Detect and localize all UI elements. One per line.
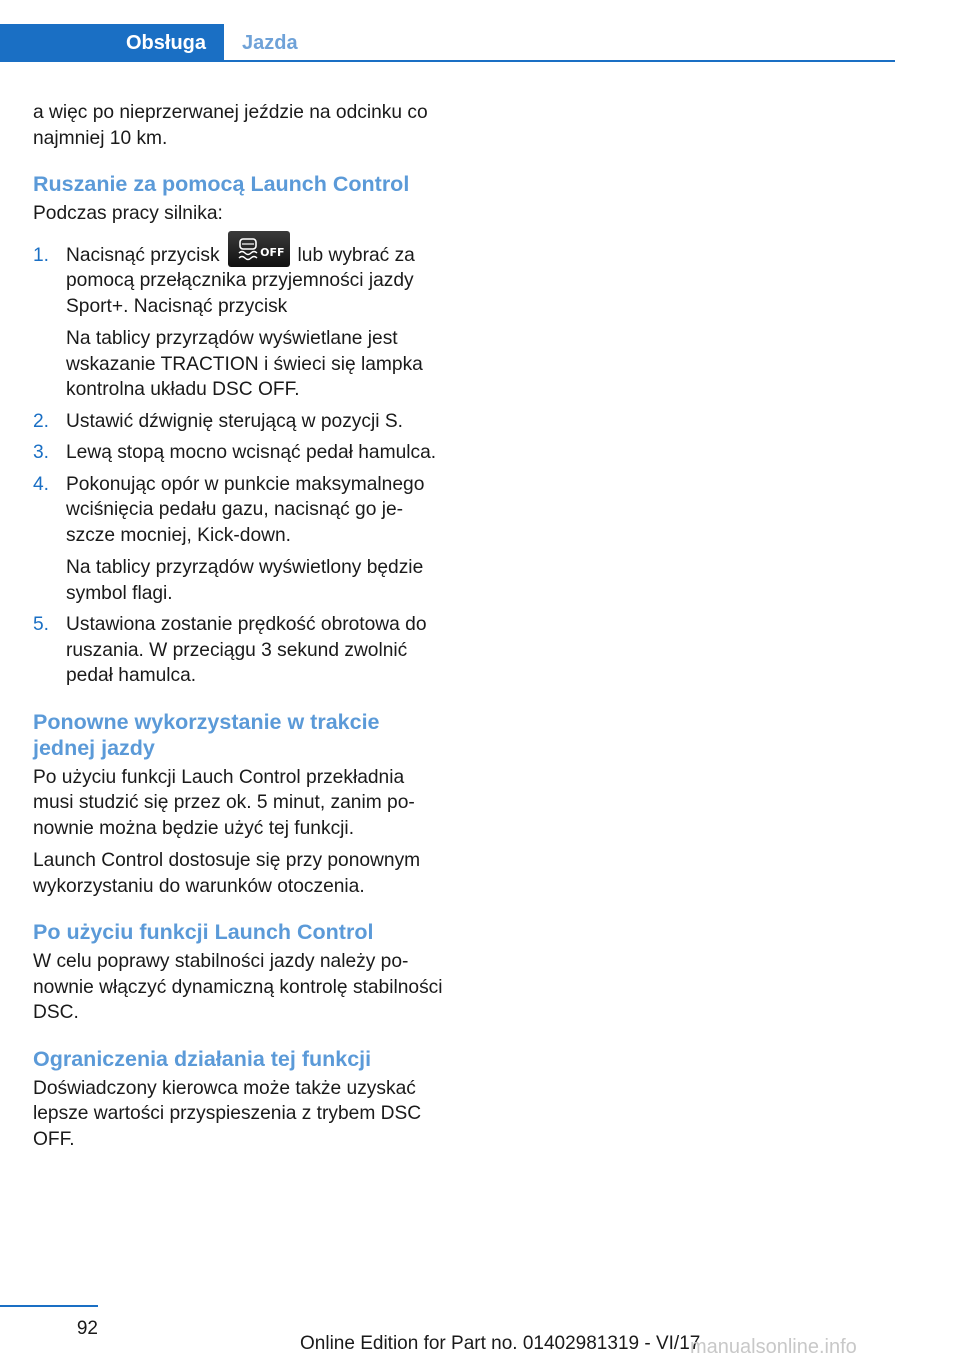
list-item — [33, 243, 445, 403]
list-item — [33, 612, 445, 689]
page-number: 92 — [76, 1318, 98, 1339]
list-item — [33, 409, 445, 435]
step-number: 4. — [33, 473, 50, 495]
header-bar — [0, 24, 895, 62]
list-item — [33, 472, 445, 607]
off-label: OFF — [260, 246, 285, 260]
section-heading-after-use: Po użyciu funkcji Launch Control — [33, 920, 374, 944]
step-number: 3. — [33, 442, 50, 463]
header-divider — [0, 60, 895, 62]
section-heading-limitations: Ograniczenia działania tej funkcji — [33, 1046, 372, 1071]
watermark: manualsonline.info — [690, 1336, 857, 1358]
paragraph: Doświadczony kierowca może także uzyskać lepsze wartości przyspieszenia z trybem DSC OFF. — [33, 1077, 422, 1150]
tab-jazda[interactable]: Jazda — [242, 31, 298, 54]
step-text: Ustawiona zostanie prędkość obrotowa do ruszania. W przeciągu 3 sekund zwolnić pedał hamulca. — [66, 614, 427, 686]
list-item — [33, 440, 445, 466]
step-number: 1. — [33, 244, 50, 266]
step-text: Nacisnąć przycisk — [66, 244, 220, 266]
paragraph: Launch Control dostosuje się przy ponownym wykorzystaniu do warunków otoczenia. — [33, 850, 421, 897]
content-column — [33, 100, 445, 1159]
edition-note: Online Edition for Part no. 01402981319 - VI/17 — [300, 1333, 701, 1354]
tab-obsluga[interactable]: Obsługa — [0, 24, 224, 62]
paragraph: Po użyciu funkcji Lauch Control przekładnia musi studzić się przez ok. 5 minut, zanim ponownie można będzie użyć tej funkcji. — [33, 766, 415, 839]
section-heading-launch-control: Ruszanie za pomocą Launch Control — [33, 172, 410, 196]
step-subtext: Na tablicy przyrządów wyświetlony będzie symbol flagi. — [66, 557, 424, 604]
step-subtext: Na tablicy przyrządów wyświetlane jest wskazanie TRACTION i świeci się lampka kontrolna układu DSC OFF. — [66, 328, 423, 400]
steps-list — [33, 243, 445, 689]
section-heading-reuse: Ponowne wykorzystanie w trakcie jednej jazdy — [33, 709, 380, 760]
footer-divider — [0, 1305, 98, 1307]
section-lead: Podczas pracy silnika: — [33, 203, 223, 224]
intro-paragraph: a więc po nieprzerwanej jeździe na odcinku co najmniej 10 km. — [33, 102, 428, 149]
step-text: lub wybrać za pomocą przełącznika przyjemności jazdy Sport+. Nacisnąć przycisk — [66, 244, 415, 317]
dsc-off-icon — [228, 231, 290, 267]
paragraph: W celu poprawy stabilności jazdy należy ponownie włączyć dynamiczną kontrolę stabilności DSC. — [33, 951, 443, 1023]
step-text: Lewą stopą mocno wcisnąć pedał hamulca. — [66, 442, 437, 463]
step-text: Ustawić dźwignię sterującą w pozycji S. — [66, 410, 403, 432]
car-skid-icon — [236, 236, 260, 262]
step-number: 5. — [33, 614, 50, 635]
step-number: 2. — [33, 410, 50, 432]
step-text: Pokonując opór w punkcie maksymalnego wciśnięcia pedału gazu, nacisnąć go jeszcze mocniej, Kick-down. — [66, 473, 425, 546]
